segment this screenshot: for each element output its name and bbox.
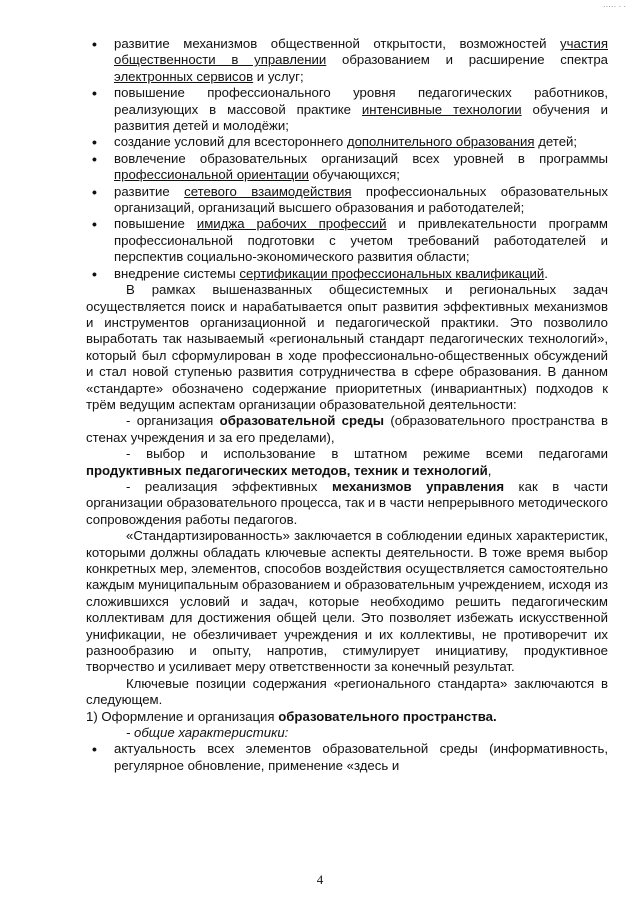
underlined-text: интенсивные технологии <box>361 101 522 117</box>
bullet-item <box>86 36 608 85</box>
underlined-text: сетевого взаимодействия <box>184 183 352 199</box>
bullet-item <box>86 266 608 282</box>
text-run: - выбор и использование в штатном режиме всеми педагогами <box>126 446 608 462</box>
paragraph-group <box>86 282 608 741</box>
paragraph <box>86 725 608 741</box>
underlined-text: имиджа рабочих профессий <box>196 216 387 232</box>
bullet-list-continued <box>86 741 608 774</box>
text-run: как в части организации образовательного процесса, так и в части непрерывного методического сопровождения работы педагогов. <box>86 478 608 527</box>
bullet-item <box>86 184 608 217</box>
text-run: , <box>487 462 492 478</box>
bullet-item <box>86 216 608 265</box>
italic-text: - общие характеристики: <box>126 725 289 741</box>
bold-text: механизмов управления <box>331 478 505 494</box>
text-run: 1) Оформление и организация <box>86 708 279 724</box>
text-run: развитие механизмов общественной открытости, возможностей <box>114 36 561 51</box>
text-run: вовлечение образовательных организаций всех уровней в программы <box>114 150 608 166</box>
paragraph <box>86 479 608 528</box>
paragraph <box>86 676 608 709</box>
text-run: В рамках вышеназванных общесистемных и региональных задач осуществляется поиск и нарабатывается опыт развития эффективных механизмов и инструментов организационной и педагогической практики. Это позволило выработать так называемый «региональный стандарт педагогических технологий», который был сформулирован в ходе профессионально-общественных обсуждений и стал новой ступенью развития сотрудничества в сфере образования. В данном «стандарте» обозначено содержание приоритетных (инвариантных) подходов к трём ведущим аспектам организации образовательной деятельности: <box>86 282 608 412</box>
text-run: внедрение системы <box>114 265 240 281</box>
bullet-list <box>86 36 608 282</box>
text-run: повышение <box>114 216 197 232</box>
underlined-text: дополнительного образования <box>346 134 535 150</box>
text-run: актуальность всех элементов образовательной среды (информативность, регулярное обновление, применение «здесь и <box>114 741 608 773</box>
page-number: 4 <box>316 872 324 887</box>
text-run: «Стандартизированность» заключается в соблюдении единых характеристик, которыми должны обладать ключевые аспекты деятельности. В тоже время выбор конкретных мер, элементов, способов воздействия осуществляется самостоятельно каждым муниципальным образованием и образовательным учреждением, исходя из сложившихся условий и задач, которые необходимо решить педагогическим коллективам для достижения общей цели. Это позволяет избежать искусственной унификации, не обезличивает учреждения и их коллективы, не противоречит их разнообразию и опыту, напротив, стимулирует инициативу, продуктивное творчество и усиливает меру ответственности за конечный результат. <box>86 528 608 675</box>
text-run: обучения и развития детей и молодёжи; <box>114 101 609 134</box>
underlined-text: электронных сервисов <box>114 68 254 84</box>
bullet-item <box>86 85 608 134</box>
text-run: и услуг; <box>253 68 304 84</box>
text-run: создание условий для всестороннего <box>114 134 347 150</box>
bold-text: образовательной среды <box>219 413 385 429</box>
bullet-item <box>86 741 608 774</box>
document-body <box>86 36 608 774</box>
underlined-text: сертификации профессиональных квалификаций <box>239 265 545 281</box>
text-run: и привлекательности программ профессиональной подготовки с учетом требований работодателей и перспектив социально-экономического развития области; <box>114 216 608 265</box>
text-run: (образовательного пространства в стенах учреждения и за его пределами), <box>86 413 608 445</box>
text-run: . <box>544 265 548 281</box>
text-run: повышение профессионального уровня педагогических работников, реализующих в массовой практике <box>114 85 608 117</box>
text-run: Ключевые позиции содержания «регионального стандарта» заключаются в следующем. <box>86 675 608 708</box>
bold-text: продуктивных педагогических методов, техник и технологий <box>86 462 488 478</box>
paragraph <box>86 282 608 413</box>
underlined-text: участия общественности в управлении <box>114 36 608 68</box>
text-run: - организация <box>126 413 220 429</box>
bullet-item <box>86 151 608 184</box>
text-run: профессиональных образовательных организаций, организаций высшего образования и работодателей; <box>114 183 609 216</box>
text-run: образованием и расширение спектра <box>326 52 608 68</box>
text-run: - реализация эффективных <box>126 478 332 494</box>
bullet-item <box>86 134 608 150</box>
paragraph <box>86 709 608 725</box>
text-run: детей; <box>534 134 578 150</box>
paragraph <box>86 528 608 676</box>
paragraph <box>86 446 608 479</box>
page-code: ····· · · <box>602 2 626 11</box>
text-run: развитие <box>114 183 185 199</box>
underlined-text: профессиональной ориентации <box>114 167 309 183</box>
bold-text: образовательного пространства. <box>278 708 497 724</box>
paragraph <box>86 413 608 446</box>
text-run: обучающихся; <box>308 167 400 183</box>
